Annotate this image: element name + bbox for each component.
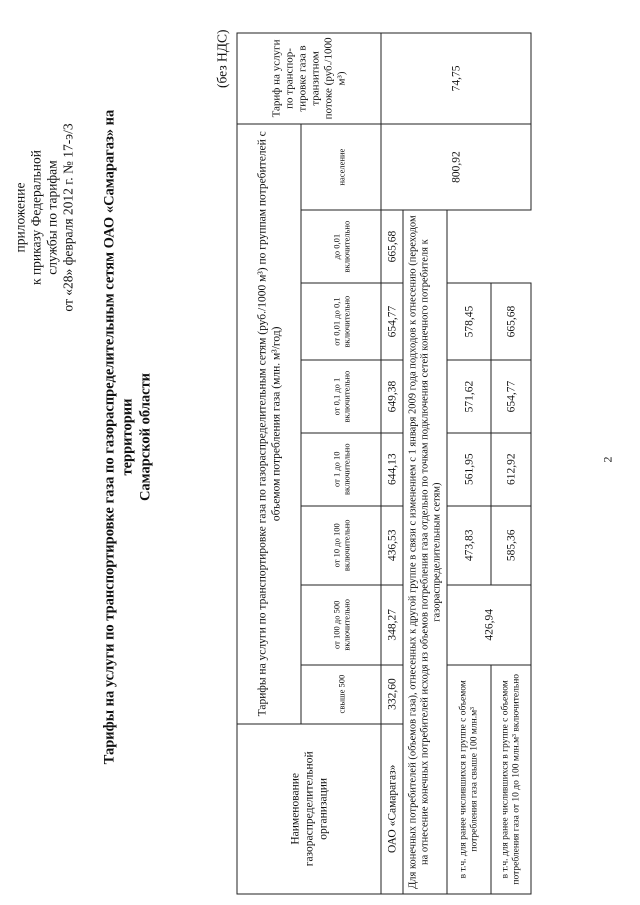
tariff-value: 612,92 — [491, 433, 531, 506]
column-header: население — [301, 124, 381, 210]
tariff-value: 332,60 — [381, 665, 403, 724]
appendix-line: к приказу Федеральной — [28, 150, 44, 285]
tariff-value: 561,95 — [447, 433, 491, 506]
tariff-value: 649,38 — [381, 360, 403, 433]
column-header: от 0,1 до 1 включительно — [301, 360, 381, 433]
tariff-value: 665,68 — [381, 210, 403, 283]
tariff-value: 571,62 — [447, 360, 491, 433]
group-tariff-header: Тарифы на услуги по транспортировке газа по газораспределительным сетям (руб./1000 м³) по группам потребителей с объемом потребления газа (млн. м³/год) — [237, 124, 301, 724]
tariff-table — [237, 33, 532, 895]
tariff-value: 578,45 — [447, 283, 491, 360]
transit-value: 74,75 — [381, 33, 531, 124]
tariff-value: 426,94 — [447, 585, 531, 665]
column-header: от 100 до 500 включительно — [301, 585, 381, 665]
org-name-cell: ОАО «Самарагаз» — [381, 724, 403, 894]
reclassification-note: Для конечных потребителей (объемов газа), отнесенных к другой группе в связи с изменением с 1 января 2009 года подходов к отнесению (переходом на отнесение конечных потребителей исходя из объемов потребления газа отдельно по точкам подключения сетей конечного потребителя к газораспределительным сетям) — [403, 210, 447, 894]
tariff-value: 585,36 — [491, 506, 531, 586]
appendix-line: от «28» февраля 2012 г. № 17-э/3 — [60, 123, 76, 312]
rotated-page — [1, 0, 640, 905]
tariff-value: 436,53 — [381, 506, 403, 586]
org-name-header: Наименование газораспределительной организации — [237, 724, 381, 894]
vat-note: (без НДС) — [214, 29, 230, 89]
tariff-value: 665,68 — [491, 283, 531, 360]
tariff-value: 348,27 — [381, 585, 403, 665]
title-line: Самарской области — [137, 372, 154, 502]
tariff-value: 644,13 — [381, 433, 403, 506]
tariff-value: 473,83 — [447, 506, 491, 586]
page-number: 2 — [600, 456, 615, 463]
appendix-line: службы по тарифам — [44, 160, 60, 275]
column-header: до 0,01 включительно — [301, 210, 381, 283]
column-header: свыше 500 — [301, 665, 381, 724]
tariff-value: 654,77 — [491, 360, 531, 433]
title-line: Тарифы на услуги по транспортировке газа по газораспределительным сетям ОАО «Самарагаз» на территории — [101, 109, 136, 765]
column-header: от 1 до 10 включительно — [301, 433, 381, 506]
column-header: от 10 до 100 включительно — [301, 506, 381, 586]
population-value: 800,92 — [381, 124, 531, 210]
subgroup-label: в т.ч. для ранее числившихся в группе с объемом потребления газа от 10 до 100 млн.м³ включительно — [491, 665, 531, 894]
subgroup-label: в т.ч. для ранее числившихся в группе с объемом потребления газа свыше 100 млн.м³ — [447, 665, 491, 894]
column-header: от 0,01 до 0,1 включительно — [301, 283, 381, 360]
transit-tariff-header: Тариф на услуги по транспор-тировке газа в транзитном потоке (руб./1000 м³) — [237, 33, 381, 124]
appendix-line: приложение — [12, 182, 28, 253]
appendix-block — [13, 88, 77, 348]
document-title — [101, 80, 155, 795]
tariff-value: 654,77 — [381, 283, 403, 360]
